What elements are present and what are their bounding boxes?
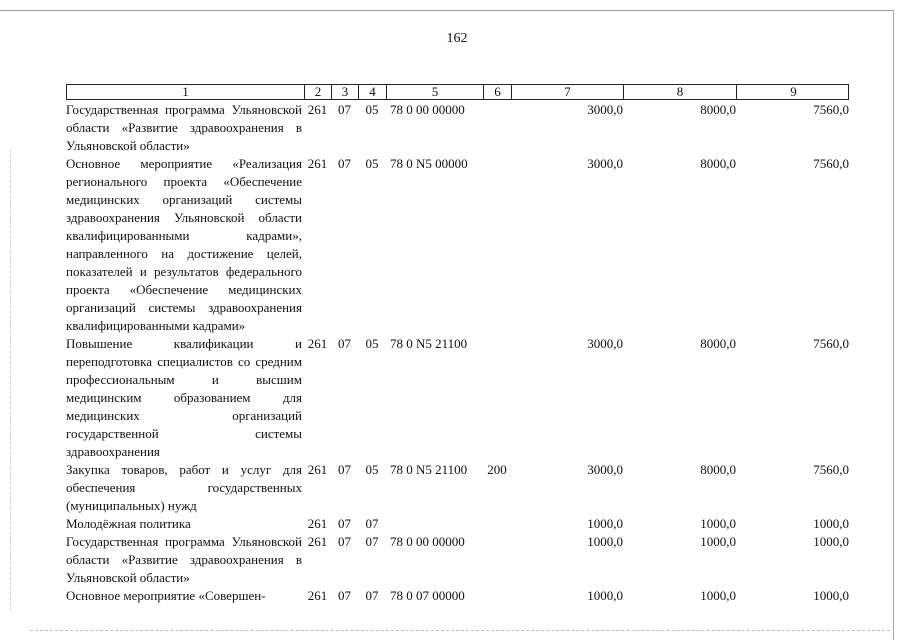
row-col-3: 07: [338, 534, 351, 549]
row-name: Основное мероприятие «Совершен-: [66, 588, 266, 603]
table-row: [66, 587, 849, 605]
table-row: [66, 335, 849, 461]
row-col-5: 78 0 N5 21100: [390, 462, 468, 477]
table-row: [66, 101, 849, 155]
header-col-4: 4: [359, 85, 387, 99]
row-col-5: 78 0 N5 00000: [390, 156, 468, 171]
header-col-1: 1: [67, 85, 305, 99]
row-col-9: 1000,0: [813, 534, 849, 549]
row-col-5: 78 0 07 00000: [390, 588, 465, 603]
table-row: [66, 461, 849, 515]
header-col-6: 6: [484, 85, 512, 99]
row-col-5: 78 0 00 00000: [390, 102, 465, 117]
row-col-6: [483, 515, 511, 533]
row-col-7: 1000,0: [587, 534, 623, 549]
row-col-4: 05: [365, 102, 379, 117]
row-col-7: 3000,0: [587, 336, 623, 351]
row-col-8: 8000,0: [700, 462, 736, 477]
table-row: [66, 533, 849, 587]
header-col-5: 5: [387, 85, 484, 99]
scan-border-bottom: [30, 630, 890, 631]
row-col-4: 07: [365, 534, 379, 549]
row-name: Молодёжная политика: [66, 516, 191, 531]
header-col-7: 7: [512, 85, 624, 99]
row-col-6: [483, 335, 511, 461]
scan-border-top: [0, 10, 893, 11]
row-col-8: 1000,0: [700, 534, 736, 549]
row-col-7: 3000,0: [587, 462, 623, 477]
row-name: Закупка товаров, работ и услуг для обеспечения государственных (муниципальных) нужд: [66, 462, 302, 513]
row-col-8: 8000,0: [700, 156, 736, 171]
row-col-3: 07: [338, 156, 351, 171]
row-col-2: 261: [307, 516, 328, 531]
row-col-4: 05: [365, 336, 379, 351]
row-col-8: 1000,0: [700, 588, 736, 603]
row-col-3: 07: [338, 516, 351, 531]
row-col-2: 261: [307, 336, 328, 351]
row-col-6: [483, 155, 511, 335]
row-col-6: [483, 533, 511, 587]
row-col-3: 07: [338, 588, 351, 603]
row-col-2: 261: [307, 102, 328, 117]
page-number: 162: [446, 31, 468, 46]
row-col-3: 07: [338, 336, 351, 351]
row-col-8: 8000,0: [700, 102, 736, 117]
row-col-2: 261: [307, 588, 328, 603]
header-col-3: 3: [332, 85, 359, 99]
row-name: Основное мероприятие «Реализация регионального проекта «Обеспечение медицинских организаций системы здравоохранения Ульяновской области квалифицированными кадрами», направленного на достижение целей, показателей и результатов федерального проекта «Обеспечение медицинских организаций системы здравоохранения квалифицированными кадрами»: [66, 156, 302, 333]
row-col-9: 7560,0: [813, 336, 849, 351]
row-col-4: 05: [365, 462, 379, 477]
row-col-4: 07: [365, 588, 379, 603]
row-name: Государственная программа Ульяновской области «Развитие здравоохранения в Ульяновской области»: [66, 534, 302, 585]
row-col-6: [483, 587, 511, 605]
row-col-2: 261: [307, 534, 328, 549]
row-col-5: 78 0 00 00000: [390, 534, 465, 549]
table-body: [66, 101, 849, 605]
header-col-9: 9: [790, 84, 797, 99]
row-col-8: 8000,0: [700, 336, 736, 351]
row-col-7: 1000,0: [587, 516, 623, 531]
row-col-9: 7560,0: [813, 156, 849, 171]
row-name: Повышение квалификации и переподготовка специалистов со средним профессиональным и высшим медицинским образованием для медицинских организаций государственной системы здравоохранения: [66, 336, 302, 459]
scan-border-right: [893, 10, 894, 640]
row-col-2: 261: [307, 462, 328, 477]
row-col-5: 78 0 N5 21100: [390, 336, 468, 351]
row-col-6: [483, 101, 511, 155]
row-col-6: 200: [487, 462, 507, 477]
row-col-9: 7560,0: [813, 102, 849, 117]
row-col-4: 07: [365, 516, 379, 531]
row-col-9: 1000,0: [813, 516, 849, 531]
row-col-3: 07: [338, 462, 351, 477]
row-col-2: 261: [307, 156, 328, 171]
row-col-5: [386, 515, 483, 533]
row-col-7: 1000,0: [587, 588, 623, 603]
row-col-7: 3000,0: [587, 156, 623, 171]
row-col-7: 3000,0: [587, 102, 623, 117]
table-header: [66, 84, 849, 100]
table-row: [66, 155, 849, 335]
row-col-9: 7560,0: [813, 462, 849, 477]
row-col-4: 05: [365, 156, 379, 171]
row-col-8: 1000,0: [700, 516, 736, 531]
row-col-3: 07: [338, 102, 351, 117]
row-name: Государственная программа Ульяновской области «Развитие здравоохранения в Ульяновской области»: [66, 102, 302, 153]
table-row: [66, 515, 849, 533]
header-col-2: 2: [305, 85, 332, 99]
header-col-8: 8: [624, 85, 737, 99]
row-col-9: 1000,0: [813, 588, 849, 603]
scan-border-left: [10, 150, 11, 610]
